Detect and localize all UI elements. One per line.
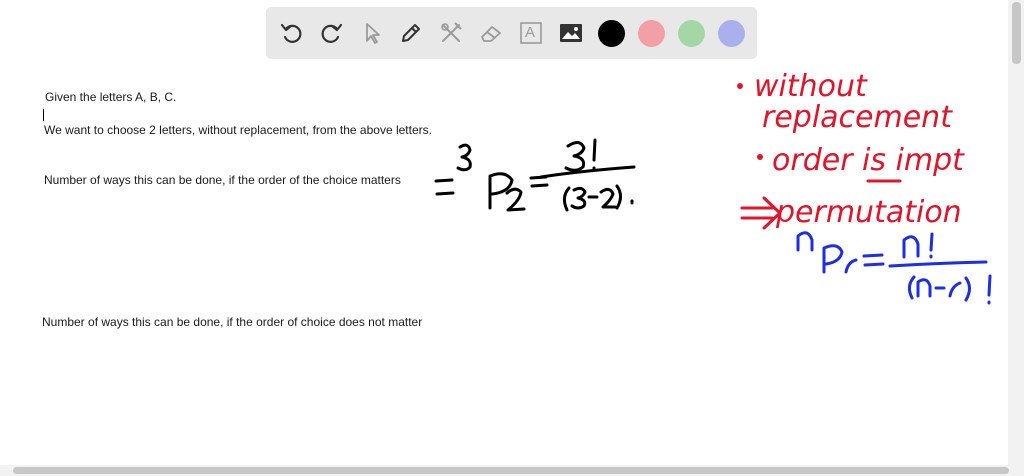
vertical-scrollbar[interactable] (1008, 0, 1024, 465)
text-tool-label: A (525, 24, 536, 41)
note-without: without (754, 69, 867, 104)
note-replacement: replacement (762, 100, 952, 135)
choose-letters-text: We want to choose 2 letters, without replacement, from the above letters. (44, 123, 432, 137)
red-notes-ink (739, 69, 966, 230)
order-not-matter-text: Number of ways this can be done, if the order of choice does not matter (42, 315, 423, 329)
note-order-is-impt: order is impt (772, 143, 964, 178)
horizontal-scroll-thumb[interactable] (13, 467, 1009, 474)
vertical-scroll-thumb[interactable] (1012, 2, 1021, 64)
note-permutation: permutation (776, 195, 962, 230)
permutation-equation-ink (436, 140, 634, 210)
given-letters-text: Given the letters A, B, C. (45, 90, 177, 104)
order-matters-text: Number of ways this can be done, if the order of the choice matters (44, 173, 401, 187)
horizontal-scrollbar[interactable] (0, 465, 1024, 476)
blue-formula-ink (798, 233, 990, 303)
